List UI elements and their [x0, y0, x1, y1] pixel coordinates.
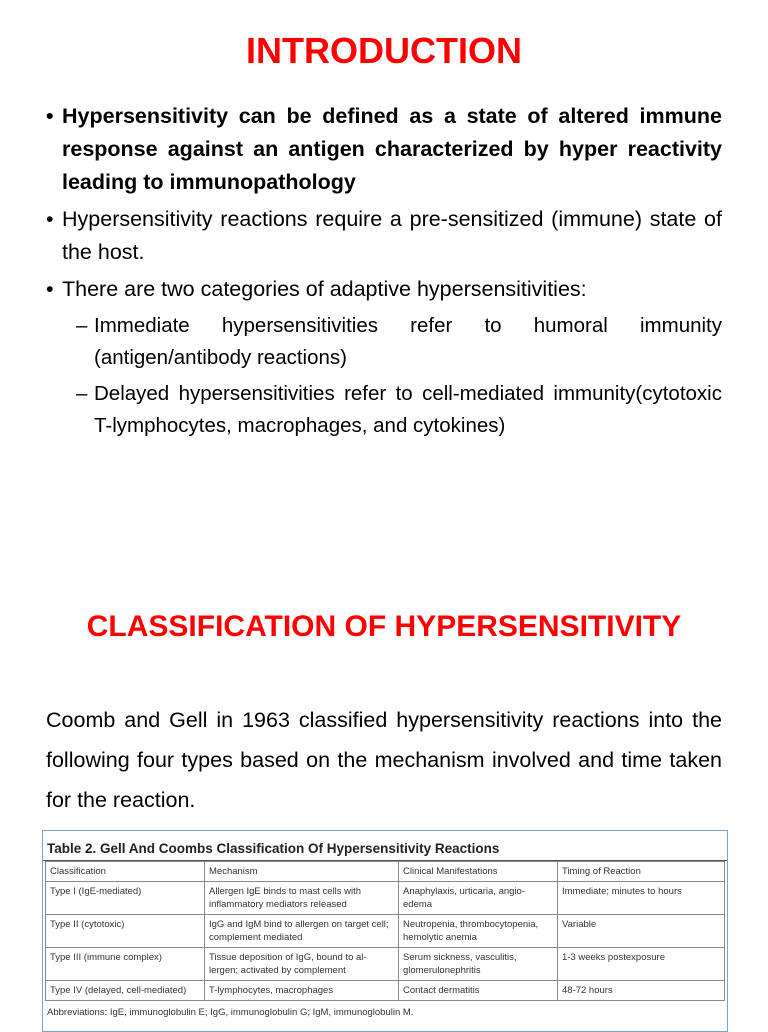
table-row	[46, 948, 725, 981]
classification-table-figure	[42, 830, 728, 1032]
table-abbreviations: Abbreviations: IgE, immunoglobulin E; IgG, immunoglobulin G; IgM, immunoglobulin M.	[47, 1007, 414, 1018]
classification-heading: CLASSIFICATION OF HYPERSENSITIVITY	[86, 610, 682, 643]
header-mechanism: Mechanism	[205, 862, 399, 882]
header-clinical: Clinical Manifestations	[399, 862, 558, 882]
bullet-definition: • Hypersensitivity can be defined as a state of altered immune response against an antigen characterized by hyper reactivity leading to immunopathology	[46, 100, 722, 199]
sub-delayed: – Delayed hypersensitivities refer to cell-mediated immunity(cytotoxic T-lymphocytes, macrophages, and cytokines)	[46, 378, 722, 442]
intro-bullets	[46, 100, 722, 446]
bullet-categories: • There are two categories of adaptive hypersensitivities:	[46, 273, 722, 306]
table-cell: IgG and IgM bind to allergen on target cell; complement mediated	[205, 915, 399, 948]
table-row	[46, 915, 725, 948]
table-caption: Table 2. Gell And Coombs Classification Of Hypersensitivity Reactions	[43, 831, 727, 861]
table-cell: T-lymphocytes, macrophages	[205, 981, 399, 1001]
table-row	[46, 882, 725, 915]
table-cell: Type IV (delayed, cell-mediated)	[46, 981, 205, 1001]
table-cell: Allergen IgE binds to mast cells with inflammatory mediators released	[205, 882, 399, 915]
table-cell: 1-3 weeks postexposure	[558, 948, 725, 981]
table-cell: Variable	[558, 915, 725, 948]
header-classification: Classification	[46, 862, 205, 882]
table-cell: Anaphylaxis, urticaria, angio-edema	[399, 882, 558, 915]
classification-paragraph: Coomb and Gell in 1963 classified hypersensitivity reactions into the following four types based on the mechanism involved and time taken for the reaction.	[46, 708, 722, 812]
table-cell: Immediate; minutes to hours	[558, 882, 725, 915]
table-cell: Type I (IgE-mediated)	[46, 882, 205, 915]
table-header-row	[46, 862, 725, 882]
table-cell: Contact dermatitis	[399, 981, 558, 1001]
classification-table	[45, 861, 725, 1001]
introduction-heading: INTRODUCTION	[246, 30, 522, 71]
bullet-presensitized: • Hypersensitivity reactions require a pre-sensitized (immune) state of the host.	[46, 203, 722, 269]
table-row	[46, 981, 725, 1001]
sub-immediate: – Immediate hypersensitivities refer to humoral immunity (antigen/antibody reactions)	[46, 310, 722, 374]
table-cell: Type III (immune complex)	[46, 948, 205, 981]
header-timing: Timing of Reaction	[558, 862, 725, 882]
table-cell: Tissue deposition of IgG, bound to al-lergen; activated by complement	[205, 948, 399, 981]
table-cell: Type II (cytotoxic)	[46, 915, 205, 948]
table-cell: Serum sickness, vasculitis, glomerulonephritis	[399, 948, 558, 981]
table-cell: 48-72 hours	[558, 981, 725, 1001]
table-cell: Neutropenia, thrombocytopenia, hemolytic anemia	[399, 915, 558, 948]
